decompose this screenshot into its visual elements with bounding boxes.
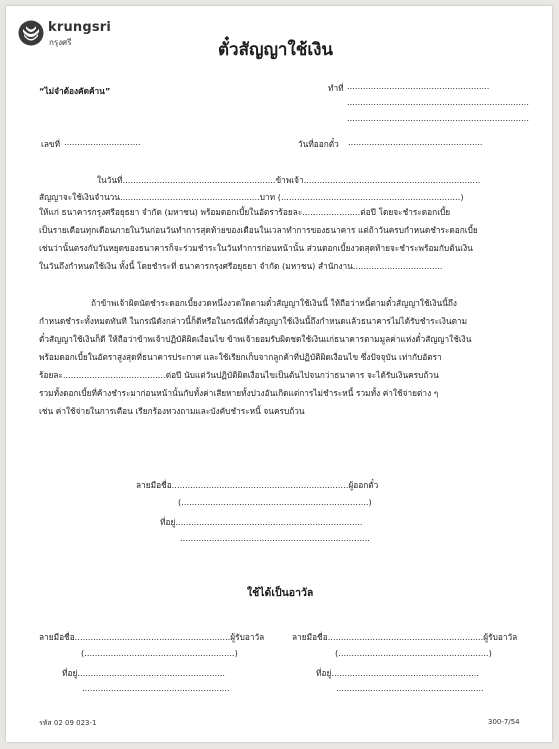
number-label: เลขที่ bbox=[41, 139, 61, 149]
aval-right-address-line: ที่อยู่........................................................ bbox=[316, 668, 480, 678]
issuer-address-line: ที่อยู่....................................................................... bbox=[160, 517, 363, 527]
paragraph-line: พร้อมดอกเบี้ยในอัตราสูงสุดที่ธนาคารประกาศ และใช้เรียกเก็บจากลูกค้าที่ปฏิบัติผิดเงื่อนไข ซึ่งปัจจุบัน เท่ากับอัตรา bbox=[39, 352, 442, 362]
place-line-3: ..................................................................... bbox=[347, 113, 529, 123]
paragraph-line: รวมทั้งดอกเบี้ยที่ค้างชำระมาก่อนหน้านั้นกับทั้งค่าเสียหายทั้งปวงอันเกิดแต่การไม่ชำระหนี้ รวมทั้ง ค่าใช้จ่ายต่าง ๆ bbox=[39, 388, 439, 398]
issue-date-label: วันที่ออกตั๋ว bbox=[298, 139, 339, 149]
aval-left-signature-line: ลายมือชื่อ...........................................................ผู้รับอาวัล bbox=[39, 632, 265, 642]
promise-amount-line: สัญญาจะใช้เงินจำนวน.....................................................บาท (....................................................................) bbox=[39, 192, 464, 202]
paragraph-line: ในวันถึงกำหนดใช้เงิน ทั้งนี้ โดยชำระที่ ธนาคารกรุงศรีอยุธยา จำกัด (มหาชน) สำนักงาน.................................. bbox=[39, 261, 443, 271]
brand-name: krungsri bbox=[48, 20, 112, 35]
form-number: 300-7/54 bbox=[488, 718, 520, 726]
document-title: ตั๋วสัญญาใช้เงิน bbox=[218, 40, 334, 60]
issuer-name-line: (.......................................................................) bbox=[178, 497, 372, 507]
brand-sub: กรุงศรี bbox=[49, 38, 72, 47]
promissory-note-page bbox=[6, 6, 552, 742]
no-protest-label: “ไม่จำต้องคัดค้าน” bbox=[39, 86, 111, 96]
paragraph-line: เช่น ค่าใช้จ่ายในการเตือน เรียกร้องทวงถามและบังคับชำระหนี้ จนครบถ้วน bbox=[39, 406, 305, 416]
paragraph-line: กำหนดชำระทั้งหมดทันที ในกรณีดังกล่าวนี้ก็ดีหรือในกรณีที่ตั๋วสัญญาใช้เงินนี้ถึงกำหนดแล้วธนาคารไม่ได้รับชำระเงินตาม bbox=[39, 316, 468, 326]
paragraph-line: ให้แก่ ธนาคารกรุงศรีอยุธยา จำกัด (มหาชน) พร้อมดอกเบี้ยในอัตราร้อยละ......................ต่อปี โดยจะชำระดอกเบี้ย bbox=[39, 207, 451, 217]
aval-right-signature-line: ลายมือชื่อ...........................................................ผู้รับอาวัล bbox=[292, 632, 518, 642]
on-date-line: ในวันที่..........................................................ข้าพเจ้า................................................................... bbox=[97, 175, 481, 185]
default-paragraph bbox=[39, 294, 471, 420]
paragraph-line: เป็นรายเดือนทุกเดือนภายในวันก่อนวันทำการสุดท้ายของเดือนในเวลาทำการของธนาคาร แต่ถ้าวันครบกำหนดชำระดอกเบี้ย bbox=[39, 225, 478, 235]
aval-left-name-line: (.........................................................) bbox=[81, 648, 238, 658]
issuer-signature-line: ลายมือชื่อ...................................................................ผู้ออกตั๋ว bbox=[136, 480, 379, 490]
paragraph-line: ตั๋วสัญญาใช้เงินก็ดี ให้ถือว่าข้าพเจ้าปฏิบัติผิดเงื่อนไข ข้าพเจ้ายอมรับผิดชดใช้เงินแก่ธนาคารตามมูลค่าแห่งตั๋วสัญญาใช้เงิน bbox=[39, 334, 472, 344]
place-line: ...................................................... bbox=[347, 81, 490, 91]
interest-paragraph bbox=[39, 203, 478, 275]
paragraph-line: เช่นว่านั้นตรงกับวันหยุดของธนาคารก็จะร่วมชำระในวันทำการก่อนหน้านั้น ส่วนดอกเบี้ยงวดสุดท้ายจะชำระพร้อมกับต้นเงิน bbox=[39, 243, 473, 253]
paragraph-line: ร้อยละ.......................................ต่อปี นับแต่วันปฏิบัติผิดเงื่อนไขเป็นต้นไปจนกว่าธนาคาร จะได้รับเงินครบถ้วน bbox=[39, 370, 439, 380]
aval-right-name-line: (.........................................................) bbox=[335, 648, 492, 658]
form-code: รหัส 02 09 023-1 bbox=[39, 719, 97, 727]
aval-right-address-line-2: ........................................................ bbox=[336, 683, 484, 693]
place-line-2: ..................................................................... bbox=[347, 97, 529, 107]
aval-left-address-line: ที่อยู่........................................................ bbox=[62, 668, 226, 678]
issue-date-line: ................................................... bbox=[348, 137, 483, 147]
aval-heading: ใช้ได้เป็นอาวัล bbox=[247, 587, 314, 599]
issuer-address-line-2: ........................................................................ bbox=[180, 533, 370, 543]
number-line: ............................. bbox=[64, 137, 141, 147]
aval-left-address-line-2: ........................................................ bbox=[82, 683, 230, 693]
krungsri-logo-icon bbox=[18, 20, 44, 46]
place-label: ทำที่ bbox=[328, 83, 344, 93]
paragraph-line: ถ้าข้าพเจ้าผิดนัดชำระดอกเบี้ยงวดหนึ่งงวดใดตามตั๋วสัญญาใช้เงินนี้ ให้ถือว่าหนี้ตามตั๋วสัญญาใช้เงินนี้ถึง bbox=[91, 298, 457, 308]
